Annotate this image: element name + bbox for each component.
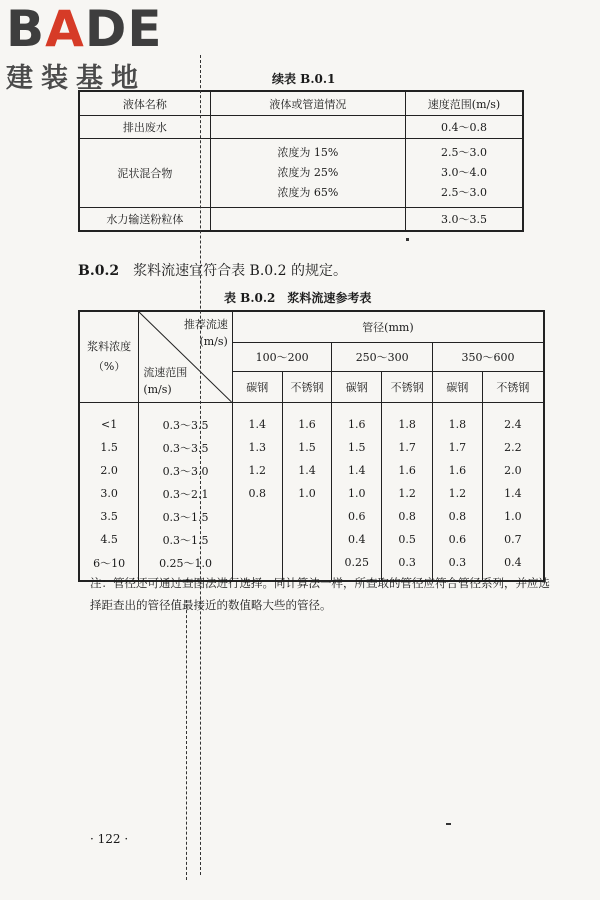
- table-row: <1 0.3～3.5 1.4 1.6 1.6 1.8 1.8 2.4: [79, 403, 544, 437]
- col-header-speed: 速度范围(m/s): [405, 91, 523, 116]
- pipe-group-header: 350～600: [432, 343, 544, 372]
- pipe-diameter-header: 管径(mm): [232, 311, 544, 343]
- material-header: 碳钢: [432, 372, 482, 403]
- table-row: 水力输送粉粒体 3.0～3.5: [79, 208, 523, 232]
- concentration-header: 浆料浓度 （%）: [79, 311, 139, 403]
- table-row: 排出废水 0.4～0.8: [79, 116, 523, 139]
- scan-guide-line: [200, 55, 201, 875]
- table-note: 注：管径还可通过查图法进行选择。同计算法一样，所查取的管径应符合管径系列，并应选择距查出的管径值最接近的数值略大些的管径。: [90, 576, 550, 612]
- material-header: 碳钢: [232, 372, 282, 403]
- table-row: 泥状混合物 浓度为 15% 浓度为 25% 浓度为 65% 2.5～3.0 3.0～4.0 2.5～3.0: [79, 139, 523, 208]
- recommended-speed-label: 推荐流速 (m/s): [183, 318, 228, 348]
- speed-range-label: 流速范围 (m/s): [143, 366, 188, 396]
- logo: [6, 0, 163, 95]
- logo-wordmark: BADE: [6, 0, 163, 58]
- scan-speck: [406, 238, 409, 241]
- diagonal-header-cell: [139, 311, 233, 403]
- table-row: 3.5 0.3～1.5 0.6 0.8 0.8 1.0: [79, 505, 544, 528]
- table-row: 3.0 0.3～2.1 0.8 1.0 1.0 1.2 1.2 1.4: [79, 482, 544, 505]
- table-row: 2.0 0.3～3.0 1.2 1.4 1.4 1.6 1.6 2.0: [79, 459, 544, 482]
- table2-caption: 表 B.0.2 浆料流速参考表: [224, 291, 372, 305]
- table-row: 1.5 0.3～3.5 1.3 1.5 1.5 1.7 1.7 2.2: [79, 436, 544, 459]
- clause-number: B.0.2: [78, 263, 120, 279]
- pipe-group-header: 100～200: [232, 343, 332, 372]
- velocity-table-continued: [78, 90, 524, 232]
- material-header: 不锈钢: [282, 372, 332, 403]
- slurry-velocity-table: [78, 310, 545, 582]
- col-header-condition: 液体或管道情况: [210, 91, 405, 116]
- table1-caption: 续表 B.0.1: [272, 72, 336, 86]
- scan-guide-line: [186, 600, 187, 880]
- clause-b02: [78, 260, 347, 280]
- clause-text: 浆料流速宜符合表 B.0.2 的规定。: [133, 263, 347, 279]
- material-header: 不锈钢: [382, 372, 433, 403]
- table-row: 4.5 0.3～1.5 0.4 0.5 0.6 0.7: [79, 528, 544, 551]
- material-header: 不锈钢: [482, 372, 544, 403]
- pipe-group-header: 250～300: [332, 343, 433, 372]
- scan-speck: [446, 823, 451, 825]
- material-header: 碳钢: [332, 372, 382, 403]
- page-number: · 122 ·: [90, 832, 129, 846]
- col-header-liquid: 液体名称: [79, 91, 210, 116]
- logo-subtitle: 建装基地: [6, 63, 146, 94]
- table-row: 6～10 0.25～1.0 0.25 0.3 0.3 0.4: [79, 551, 544, 581]
